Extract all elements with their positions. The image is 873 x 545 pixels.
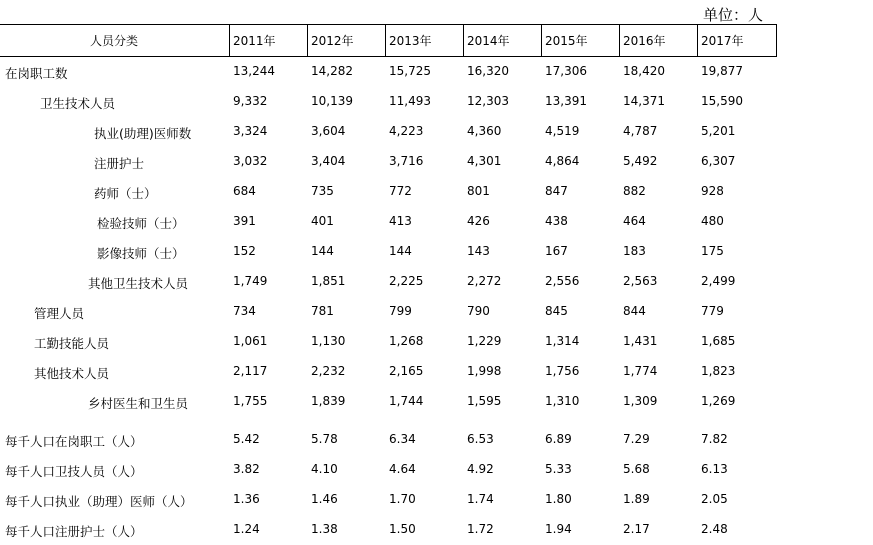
cell-value: 464 bbox=[623, 214, 646, 228]
row-label: 检验技师（士） bbox=[97, 216, 185, 231]
header-top-border bbox=[0, 24, 777, 25]
header-year: 2016年 bbox=[623, 34, 666, 48]
cell-value: 2,165 bbox=[389, 364, 424, 378]
header-year: 2014年 bbox=[467, 34, 510, 48]
cell-value: 3,404 bbox=[311, 154, 346, 168]
cell-value: 1.50 bbox=[389, 522, 416, 536]
cell-value: 480 bbox=[701, 214, 724, 228]
header-divider bbox=[307, 24, 308, 57]
cell-value: 882 bbox=[623, 184, 646, 198]
cell-value: 152 bbox=[233, 244, 256, 258]
cell-value: 6.34 bbox=[389, 432, 416, 446]
table-row bbox=[0, 364, 800, 384]
cell-value: 13,391 bbox=[545, 94, 587, 108]
cell-value: 1,061 bbox=[233, 334, 268, 348]
row-label: 药师（士） bbox=[94, 186, 157, 201]
table-row bbox=[0, 64, 800, 84]
cell-value: 1,756 bbox=[545, 364, 580, 378]
cell-value: 5.42 bbox=[233, 432, 260, 446]
table-row bbox=[0, 274, 800, 294]
cell-value: 6,307 bbox=[701, 154, 736, 168]
row-label: 每千人口卫技人员（人） bbox=[5, 464, 143, 479]
cell-value: 781 bbox=[311, 304, 334, 318]
header-divider bbox=[385, 24, 386, 57]
cell-value: 4,864 bbox=[545, 154, 580, 168]
cell-value: 772 bbox=[389, 184, 412, 198]
cell-value: 13,244 bbox=[233, 64, 275, 78]
row-label: 每千人口注册护士（人） bbox=[5, 524, 143, 539]
header-divider bbox=[463, 24, 464, 57]
row-label: 每千人口执业（助理）医师（人） bbox=[5, 494, 193, 509]
cell-value: 2,225 bbox=[389, 274, 424, 288]
cell-value: 3,604 bbox=[311, 124, 346, 138]
cell-value: 5.33 bbox=[545, 462, 572, 476]
header-year: 2017年 bbox=[701, 34, 744, 48]
cell-value: 847 bbox=[545, 184, 568, 198]
table-row bbox=[0, 244, 800, 264]
cell-value: 1.94 bbox=[545, 522, 572, 536]
table-row bbox=[0, 432, 800, 452]
cell-value: 14,282 bbox=[311, 64, 353, 78]
cell-value: 779 bbox=[701, 304, 724, 318]
cell-value: 801 bbox=[467, 184, 490, 198]
row-label: 在岗职工数 bbox=[5, 66, 68, 81]
cell-value: 2,117 bbox=[233, 364, 268, 378]
cell-value: 15,590 bbox=[701, 94, 743, 108]
cell-value: 183 bbox=[623, 244, 646, 258]
cell-value: 1,314 bbox=[545, 334, 580, 348]
cell-value: 1,269 bbox=[701, 394, 736, 408]
cell-value: 4.92 bbox=[467, 462, 494, 476]
cell-value: 2,232 bbox=[311, 364, 346, 378]
cell-value: 844 bbox=[623, 304, 646, 318]
cell-value: 1,130 bbox=[311, 334, 346, 348]
cell-value: 928 bbox=[701, 184, 724, 198]
table-row bbox=[0, 522, 800, 542]
cell-value: 1,755 bbox=[233, 394, 268, 408]
cell-value: 1,310 bbox=[545, 394, 580, 408]
cell-value: 7.82 bbox=[701, 432, 728, 446]
table-row bbox=[0, 492, 800, 512]
cell-value: 7.29 bbox=[623, 432, 650, 446]
cell-value: 5.78 bbox=[311, 432, 338, 446]
table-row bbox=[0, 214, 800, 234]
unit-label: 单位：人 bbox=[703, 6, 764, 24]
cell-value: 144 bbox=[389, 244, 412, 258]
cell-value: 413 bbox=[389, 214, 412, 228]
row-label: 其他卫生技术人员 bbox=[88, 276, 189, 291]
cell-value: 2,499 bbox=[701, 274, 736, 288]
cell-value: 734 bbox=[233, 304, 256, 318]
header-bottom-border bbox=[0, 56, 777, 57]
header-divider bbox=[619, 24, 620, 57]
header-divider bbox=[776, 24, 777, 57]
cell-value: 10,139 bbox=[311, 94, 353, 108]
cell-value: 1,229 bbox=[467, 334, 502, 348]
cell-value: 1,851 bbox=[311, 274, 346, 288]
cell-value: 143 bbox=[467, 244, 490, 258]
cell-value: 1,839 bbox=[311, 394, 346, 408]
cell-value: 1.24 bbox=[233, 522, 260, 536]
cell-value: 1.74 bbox=[467, 492, 494, 506]
cell-value: 5,201 bbox=[701, 124, 736, 138]
cell-value: 5.68 bbox=[623, 462, 650, 476]
cell-value: 175 bbox=[701, 244, 724, 258]
row-label: 管理人员 bbox=[34, 306, 85, 321]
cell-value: 6.53 bbox=[467, 432, 494, 446]
cell-value: 4.10 bbox=[311, 462, 338, 476]
cell-value: 144 bbox=[311, 244, 334, 258]
cell-value: 1.46 bbox=[311, 492, 338, 506]
table-row bbox=[0, 184, 800, 204]
header-divider bbox=[697, 24, 698, 57]
cell-value: 1,431 bbox=[623, 334, 658, 348]
cell-value: 426 bbox=[467, 214, 490, 228]
cell-value: 3,324 bbox=[233, 124, 268, 138]
cell-value: 6.89 bbox=[545, 432, 572, 446]
header-divider bbox=[229, 24, 230, 57]
cell-value: 1,685 bbox=[701, 334, 736, 348]
cell-value: 2,556 bbox=[545, 274, 580, 288]
cell-value: 17,306 bbox=[545, 64, 587, 78]
cell-value: 401 bbox=[311, 214, 334, 228]
cell-value: 4,301 bbox=[467, 154, 502, 168]
cell-value: 2.05 bbox=[701, 492, 728, 506]
cell-value: 19,877 bbox=[701, 64, 743, 78]
row-label: 卫生技术人员 bbox=[40, 96, 116, 111]
cell-value: 790 bbox=[467, 304, 490, 318]
cell-value: 2.17 bbox=[623, 522, 650, 536]
cell-value: 1,268 bbox=[389, 334, 424, 348]
cell-value: 735 bbox=[311, 184, 334, 198]
cell-value: 1,595 bbox=[467, 394, 502, 408]
table-row bbox=[0, 304, 800, 324]
cell-value: 15,725 bbox=[389, 64, 431, 78]
cell-value: 1.70 bbox=[389, 492, 416, 506]
header-year: 2011年 bbox=[233, 34, 276, 48]
cell-value: 845 bbox=[545, 304, 568, 318]
cell-value: 1,774 bbox=[623, 364, 658, 378]
cell-value: 167 bbox=[545, 244, 568, 258]
header-year: 2012年 bbox=[311, 34, 354, 48]
cell-value: 4,360 bbox=[467, 124, 502, 138]
cell-value: 6.13 bbox=[701, 462, 728, 476]
cell-value: 799 bbox=[389, 304, 412, 318]
cell-value: 3,032 bbox=[233, 154, 268, 168]
cell-value: 4,787 bbox=[623, 124, 658, 138]
row-label: 执业(助理)医师数 bbox=[94, 126, 192, 141]
cell-value: 18,420 bbox=[623, 64, 665, 78]
cell-value: 1,998 bbox=[467, 364, 502, 378]
cell-value: 2.48 bbox=[701, 522, 728, 536]
cell-value: 1,749 bbox=[233, 274, 268, 288]
header-year: 2013年 bbox=[389, 34, 432, 48]
cell-value: 11,493 bbox=[389, 94, 431, 108]
cell-value: 1.89 bbox=[623, 492, 650, 506]
cell-value: 2,563 bbox=[623, 274, 658, 288]
table-row bbox=[0, 462, 800, 482]
cell-value: 391 bbox=[233, 214, 256, 228]
cell-value: 684 bbox=[233, 184, 256, 198]
cell-value: 14,371 bbox=[623, 94, 665, 108]
header-divider bbox=[541, 24, 542, 57]
header-year: 2015年 bbox=[545, 34, 588, 48]
cell-value: 5,492 bbox=[623, 154, 658, 168]
table-row bbox=[0, 124, 800, 144]
cell-value: 438 bbox=[545, 214, 568, 228]
header-category: 人员分类 bbox=[90, 34, 139, 48]
row-label: 乡村医生和卫生员 bbox=[88, 396, 189, 411]
row-label: 工勤技能人员 bbox=[34, 336, 110, 351]
cell-value: 4,519 bbox=[545, 124, 580, 138]
cell-value: 9,332 bbox=[233, 94, 268, 108]
table-row bbox=[0, 394, 800, 414]
cell-value: 3.82 bbox=[233, 462, 260, 476]
table-row bbox=[0, 154, 800, 174]
cell-value: 1.36 bbox=[233, 492, 260, 506]
row-label: 其他技术人员 bbox=[34, 366, 110, 381]
row-label: 注册护士 bbox=[94, 156, 145, 171]
row-label: 影像技师（士） bbox=[97, 246, 185, 261]
table-row bbox=[0, 334, 800, 354]
cell-value: 1,309 bbox=[623, 394, 658, 408]
cell-value: 1,823 bbox=[701, 364, 736, 378]
cell-value: 1,744 bbox=[389, 394, 424, 408]
cell-value: 4,223 bbox=[389, 124, 424, 138]
cell-value: 4.64 bbox=[389, 462, 416, 476]
cell-value: 1.80 bbox=[545, 492, 572, 506]
cell-value: 1.38 bbox=[311, 522, 338, 536]
cell-value: 2,272 bbox=[467, 274, 502, 288]
cell-value: 16,320 bbox=[467, 64, 509, 78]
table-row bbox=[0, 94, 800, 114]
cell-value: 1.72 bbox=[467, 522, 494, 536]
cell-value: 12,303 bbox=[467, 94, 509, 108]
row-label: 每千人口在岗职工（人） bbox=[5, 434, 143, 449]
cell-value: 3,716 bbox=[389, 154, 424, 168]
